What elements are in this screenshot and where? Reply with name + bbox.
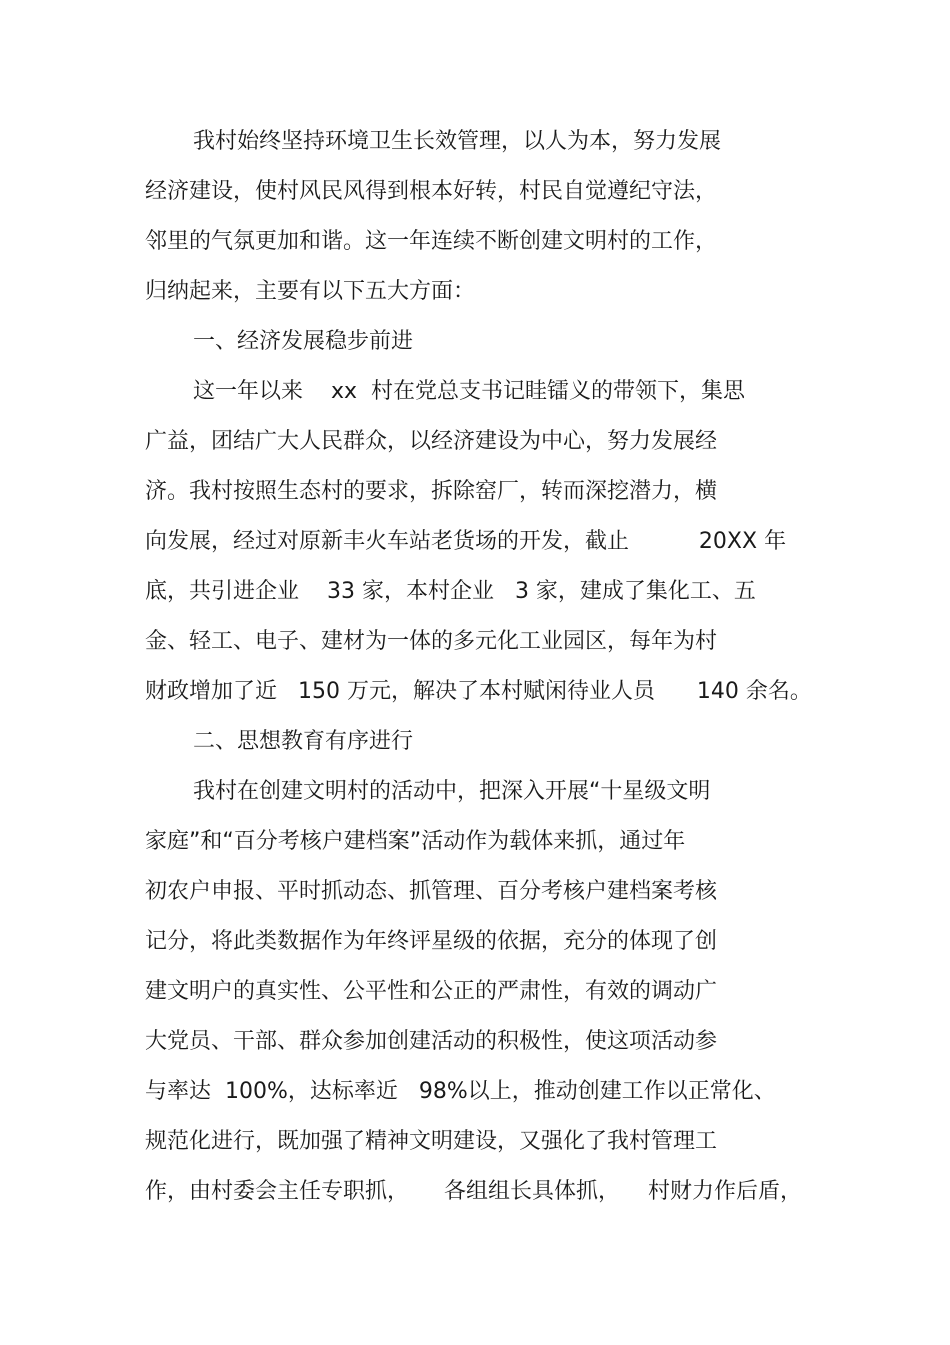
paragraph-1-line-2: 经济建设，使村风民风得到根本好转，村民自觉遵纪守法， [145, 179, 718, 204]
paragraph-3-line-5: 建文明户的真实性、公平性和公正的严肃性，有效的调动广 [145, 979, 718, 1004]
paragraph-2-line-6: 金、轻工、电子、建材为一体的多元化工业园区，每年为村 [145, 629, 718, 654]
paragraph-1-line-4: 归纳起来，主要有以下五大方面： [145, 279, 476, 304]
paragraph-3-line-3: 初农户申报、平时抓动态、抓管理、百分考核户建档案考核 [145, 879, 718, 904]
section-heading-1: 一、经济发展稳步前进 [193, 329, 414, 354]
paragraph-3-line-6: 大党员、干部、群众参加创建活动的积极性，使这项活动参 [145, 1029, 718, 1054]
paragraph-2-line-7: 财政增加了近 150 万元，解决了本村赋闲待业人员 140 余名。 [145, 679, 812, 704]
paragraph-3-line-7: 与率达 100%，达标率近 98%以上，推动创建工作以正常化、 [145, 1079, 776, 1104]
paragraph-3-line-8: 规范化进行，既加强了精神文明建设，又强化了我村管理工 [145, 1129, 718, 1154]
paragraph-2-line-2: 广益，团结广大人民群众，以经济建设为中心，努力发展经 [145, 429, 718, 454]
paragraph-2-line-5: 底，共引进企业 33 家，本村企业 3 家，建成了集化工、五 [145, 579, 756, 604]
section-heading-2: 二、思想教育有序进行 [193, 729, 414, 754]
paragraph-1-line-3: 邻里的气氛更加和谐。这一年连续不断创建文明村的工作， [145, 229, 718, 254]
paragraph-1-line-1: 我村始终坚持环境卫生长效管理，以人为本，努力发展 [193, 129, 722, 154]
paragraph-3-line-2: 家庭”和“百分考核户建档案”活动作为载体来抓，通过年 [145, 829, 686, 854]
paragraph-3-line-9: 作，由村委会主任专职抓， 各组组长具体抓， 村财力作后盾， [145, 1179, 802, 1204]
paragraph-2-line-3: 济。我村按照生态村的要求，拆除窑厂，转而深挖潜力，横 [145, 479, 718, 504]
paragraph-3-line-4: 记分，将此类数据作为年终评星级的依据，充分的体现了创 [145, 929, 718, 954]
paragraph-2-line-1: 这一年以来 xx 村在党总支书记眭镭义的带领下，集思 [193, 379, 745, 404]
paragraph-2-line-4: 向发展，经过对原新丰火车站老货场的开发，截止 20XX 年 [145, 529, 787, 554]
paragraph-3-line-1: 我村在创建文明村的活动中，把深入开展“十星级文明 [193, 779, 711, 804]
